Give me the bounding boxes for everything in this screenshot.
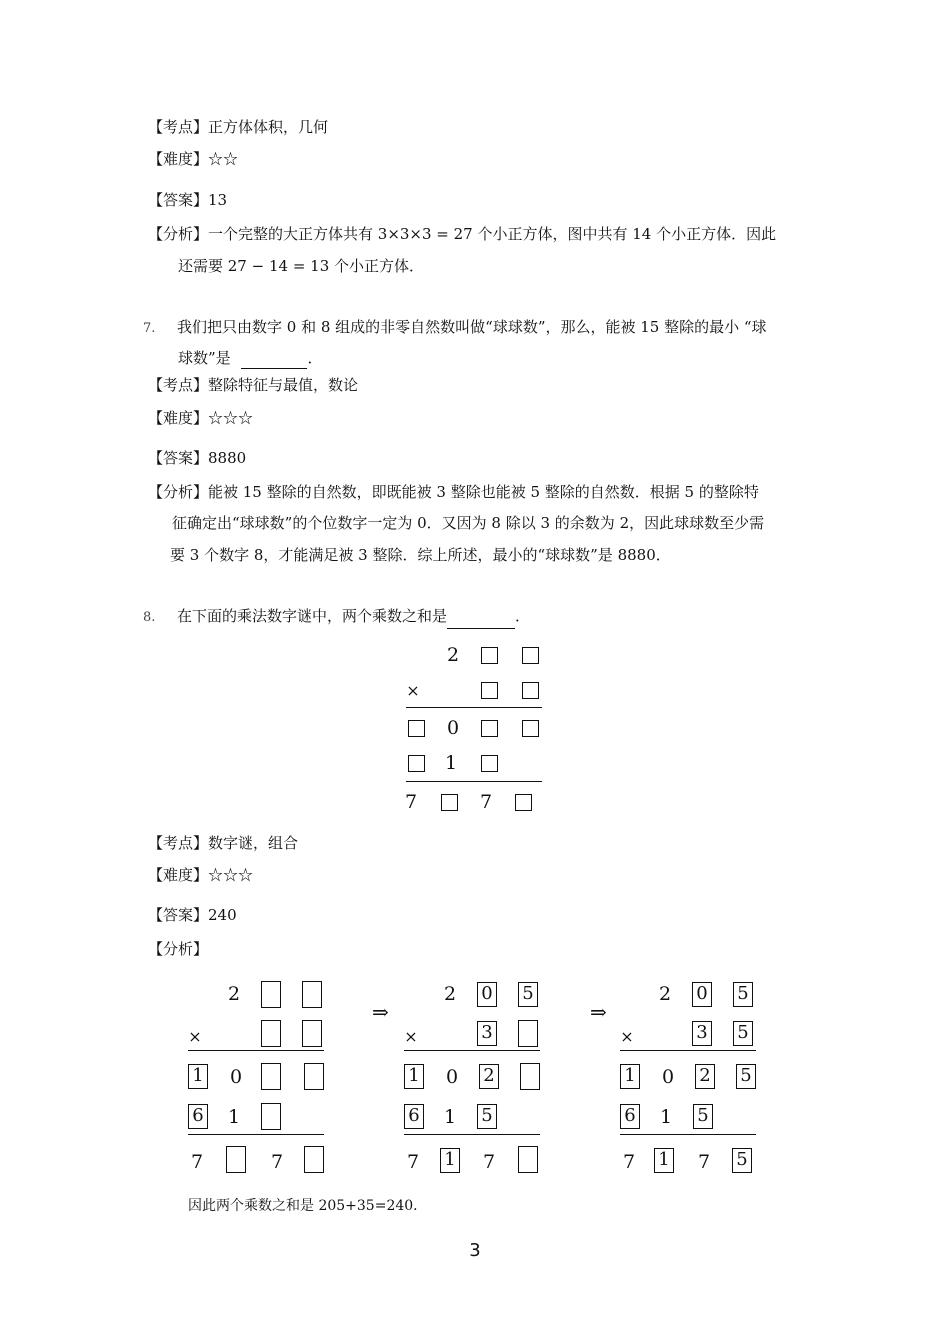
empty-box xyxy=(261,1063,281,1090)
q8-kaodian: 【考点】数字谜，组合 xyxy=(148,834,299,852)
puzzle-digit: 2 xyxy=(227,983,241,1005)
q6-kaodian: 【考点】正方体体积，几何 xyxy=(148,118,329,136)
puzzle-digit: 2 xyxy=(658,983,672,1005)
puzzle-digit: 1 xyxy=(444,752,458,774)
filled-box: 3 xyxy=(692,1021,712,1046)
filled-box: 5 xyxy=(732,1148,752,1173)
empty-box xyxy=(302,1020,322,1047)
q7-stem-2a: 球数”是 xyxy=(178,349,231,367)
puzzle-digit: 2 xyxy=(446,644,460,666)
puzzle-digit: 1 xyxy=(659,1106,673,1128)
q7-fenxi-3: 要 3 个数字 8，才能满足被 3 整除．综上所述，最小的“球球数”是 8880． xyxy=(170,546,671,564)
puzzle-digit: 0 xyxy=(445,1066,459,1088)
q8-conclusion: 因此两个乘数之和是 205+35=240． xyxy=(188,1198,428,1214)
q8-daan: 【答案】240 xyxy=(148,906,237,924)
filled-box: 6 xyxy=(188,1104,208,1129)
q6-fenxi-2: 还需要 27 − 14 = 13 个小正方体． xyxy=(178,257,425,275)
times-sign: × xyxy=(404,1027,418,1046)
empty-box xyxy=(522,647,539,664)
times-sign: × xyxy=(620,1027,634,1046)
times-sign: × xyxy=(188,1027,202,1046)
filled-box: 2 xyxy=(479,1064,499,1089)
filled-box: 1 xyxy=(188,1064,208,1089)
filled-box: 2 xyxy=(695,1064,715,1089)
q7-stem-line-2 xyxy=(178,347,322,369)
puzzle-digit: 7 xyxy=(406,1151,420,1173)
filled-box: 5 xyxy=(477,1104,497,1129)
q7-fenxi-1: 【分析】能被 15 整除的自然数，即既能被 3 整除也能被 5 整除的自然数．根据 5 的整除特 xyxy=(148,483,759,501)
filled-box: 1 xyxy=(440,1148,460,1173)
filled-box: 6 xyxy=(620,1104,640,1129)
empty-box xyxy=(481,755,498,772)
empty-box xyxy=(515,794,532,811)
filled-box: 3 xyxy=(477,1021,497,1046)
puzzle-digit: 1 xyxy=(227,1106,241,1128)
q7-stem-line-1 xyxy=(143,316,767,340)
multiplication-puzzle xyxy=(400,640,550,820)
q8-fenxi: 【分析】 xyxy=(148,940,209,958)
puzzle-digit: 7 xyxy=(482,1151,496,1173)
q6-fenxi-1: 【分析】一个完整的大正方体共有 3×3×3 = 27 个小正方体，图中共有 14 个小正方体．因此 xyxy=(148,225,777,243)
q8-answer-blank xyxy=(447,612,515,629)
empty-box xyxy=(518,1146,538,1173)
puzzle-digit: 2 xyxy=(443,983,457,1005)
filled-box: 1 xyxy=(404,1064,424,1089)
filled-box: 1 xyxy=(654,1148,674,1173)
rule xyxy=(620,1134,756,1135)
filled-box: 5 xyxy=(518,982,538,1007)
q6-daan: 【答案】13 xyxy=(148,191,228,209)
puzzle-digit: 0 xyxy=(446,717,460,739)
filled-box: 0 xyxy=(692,982,712,1007)
rule xyxy=(406,781,542,782)
filled-box: 0 xyxy=(477,982,497,1007)
q7-stem-1: 我们把只由数字 0 和 8 组成的非零自然数叫做“球球数”，那么，能被 15 整除的最小 “球 xyxy=(177,318,767,336)
empty-box xyxy=(304,1146,324,1173)
empty-box xyxy=(302,981,322,1008)
rule xyxy=(620,1050,756,1051)
puzzle-digit: 7 xyxy=(622,1151,636,1173)
implies-arrow: ⇒ xyxy=(590,1000,607,1024)
empty-box xyxy=(441,794,458,811)
solution-step-2 xyxy=(402,978,547,1178)
filled-box: 1 xyxy=(620,1064,640,1089)
empty-box xyxy=(522,682,539,699)
empty-box xyxy=(520,1063,540,1090)
implies-arrow: ⇒ xyxy=(372,1000,389,1024)
rule xyxy=(404,1134,540,1135)
rule xyxy=(188,1134,324,1135)
times-sign: × xyxy=(406,681,420,700)
puzzle-digit: 1 xyxy=(443,1106,457,1128)
q8-stem-b: ． xyxy=(515,607,531,625)
rule xyxy=(404,1050,540,1051)
rule xyxy=(406,707,542,708)
solution-step-1 xyxy=(186,978,331,1178)
q7-stem-2b: ． xyxy=(307,349,323,367)
q8-number: 8. xyxy=(143,610,156,625)
q8-stem xyxy=(143,605,530,629)
puzzle-digit: 7 xyxy=(190,1151,204,1173)
puzzle-digit: 7 xyxy=(404,791,418,813)
filled-box: 5 xyxy=(733,982,753,1007)
empty-box xyxy=(226,1146,246,1173)
empty-box xyxy=(261,981,281,1008)
filled-box: 5 xyxy=(693,1104,713,1129)
q7-answer-blank xyxy=(241,352,307,369)
puzzle-digit: 7 xyxy=(697,1151,711,1173)
q7-kaodian: 【考点】整除特征与最值，数论 xyxy=(148,376,359,394)
empty-box xyxy=(408,720,425,737)
empty-box xyxy=(481,682,498,699)
empty-box xyxy=(481,720,498,737)
empty-box xyxy=(522,720,539,737)
solution-step-3 xyxy=(618,978,763,1178)
q7-fenxi-2: 征确定出“球球数”的个位数字一定为 0．又因为 8 除以 3 的余数为 2，因此球球数至少需 xyxy=(172,514,765,532)
q7-nandu: 【难度】☆☆☆ xyxy=(148,409,254,427)
puzzle-digit: 7 xyxy=(479,791,493,813)
rule xyxy=(188,1050,324,1051)
filled-box: 5 xyxy=(733,1021,753,1046)
empty-box xyxy=(481,647,498,664)
page-number: 3 xyxy=(469,1240,481,1261)
puzzle-digit: 7 xyxy=(270,1151,284,1173)
q7-daan: 【答案】8880 xyxy=(148,449,247,467)
q6-nandu: 【难度】☆☆ xyxy=(148,150,239,168)
empty-box xyxy=(408,755,425,772)
empty-box xyxy=(261,1020,281,1047)
empty-box xyxy=(518,1020,538,1047)
puzzle-digit: 0 xyxy=(661,1066,675,1088)
q7-number: 7. xyxy=(143,321,156,336)
empty-box xyxy=(304,1063,324,1090)
empty-box xyxy=(261,1103,281,1130)
filled-box: 6 xyxy=(404,1104,424,1129)
puzzle-digit: 0 xyxy=(229,1066,243,1088)
q8-stem-a: 在下面的乘法数字谜中，两个乘数之和是 xyxy=(177,607,448,625)
filled-box: 5 xyxy=(736,1064,756,1089)
q8-nandu: 【难度】☆☆☆ xyxy=(148,866,254,884)
